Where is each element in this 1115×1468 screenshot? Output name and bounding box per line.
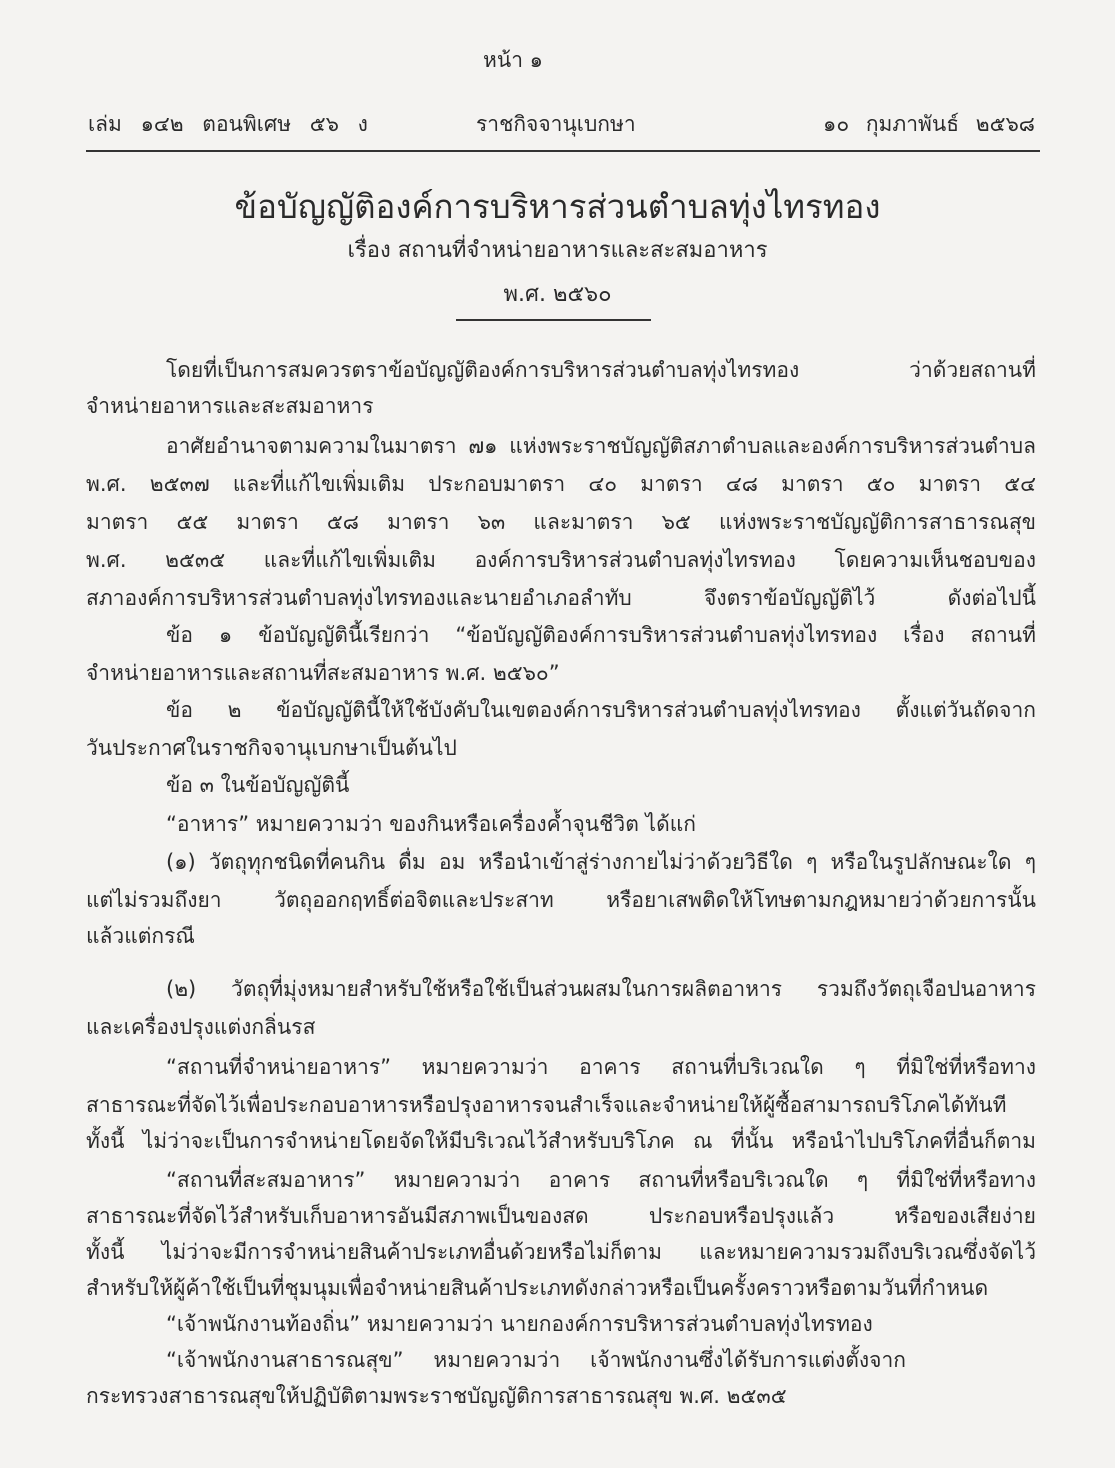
body-line: “สถานที่จำหน่ายอาหาร” หมายความว่า อาคาร สถานที่บริเวณใด ๆ ที่มิใช่ที่หรือทาง [166, 1055, 1036, 1079]
body-line: สภาองค์การบริหารส่วนตำบลทุ่งไทรทองและนายอำเภอลำทับ จึงตราข้อบัญญัติไว้ ดังต่อไปนี้ [86, 586, 1036, 610]
body-line: ข้อ ๓ ในข้อบัญญัตินี้ [166, 773, 350, 797]
document-subject: เรื่อง สถานที่จำหน่ายอาหารและสะสมอาหาร [347, 238, 768, 263]
body-line: กระทรวงสาธารณสุขให้ปฏิบัติตามพระราชบัญญัติการสาธารณสุข พ.ศ. ๒๕๓๕ [86, 1384, 787, 1408]
body-line: และเครื่องปรุงแต่งกลิ่นรส [86, 1015, 316, 1039]
body-line: พ.ศ. ๒๕๓๗ และที่แก้ไขเพิ่มเติม ประกอบมาตรา ๔๐ มาตรา ๔๘ มาตรา ๕๐ มาตรา ๕๔ [86, 472, 1036, 496]
body-line: ข้อ ๑ ข้อบัญญัตินี้เรียกว่า “ข้อบัญญัติองค์การบริหารส่วนตำบลทุ่งไทรทอง เรื่อง สถานที่ [166, 623, 1036, 647]
body-line: สาธารณะที่จัดไว้สำหรับเก็บอาหารอันมีสภาพเป็นของสด ประกอบหรือปรุงแล้ว หรือของเสียง่าย [86, 1204, 1036, 1228]
body-line: ทั้งนี้ ไม่ว่าจะมีการจำหน่ายสินค้าประเภทอื่นด้วยหรือไม่ก็ตาม และหมายความรวมถึงบริเวณซึ่งจัดไว้ [86, 1240, 1036, 1264]
body-line: มาตรา ๕๕ มาตรา ๕๘ มาตรา ๖๓ และมาตรา ๖๕ แห่งพระราชบัญญัติการสาธารณสุข [86, 510, 1036, 534]
body-line: สาธารณะที่จัดไว้เพื่อประกอบอาหารหรือปรุงอาหารจนสำเร็จและจำหน่ายให้ผู้ซื้อสามารถบริโภคได้ทันที [86, 1093, 1007, 1117]
publication-name: ราชกิจจานุเบกษา [476, 112, 636, 136]
body-line: “อาหาร” หมายความว่า ของกินหรือเครื่องค้ำจุนชีวิต ได้แก่ [166, 812, 696, 836]
body-line: ทั้งนี้ ไม่ว่าจะเป็นการจำหน่ายโดยจัดให้มีบริเวณไว้สำหรับบริโภค ณ ที่นั้น หรือนำไปบริโภคที่อื่นก็ตาม [86, 1129, 1036, 1153]
header-rule [86, 150, 1040, 152]
body-line: “เจ้าพนักงานท้องถิ่น” หมายความว่า นายกองค์การบริหารส่วนตำบลทุ่งไทรทอง [166, 1312, 873, 1336]
title-rule [456, 319, 651, 321]
publication-date: ๑๐ กุมภาพันธ์ ๒๕๖๘ [823, 112, 1035, 136]
body-line: จำหน่ายอาหารและสะสมอาหาร [86, 394, 374, 418]
body-line: (๒) วัตถุที่มุ่งหมายสำหรับใช้หรือใช้เป็นส่วนผสมในการผลิตอาหาร รวมถึงวัตถุเจือปนอาหาร [166, 977, 1036, 1001]
body-line: “สถานที่สะสมอาหาร” หมายความว่า อาคาร สถานที่หรือบริเวณใด ๆ ที่มิใช่ที่หรือทาง [166, 1168, 1036, 1192]
page-number: หน้า ๑ [483, 48, 543, 72]
body-line: แต่ไม่รวมถึงยา วัตถุออกฤทธิ์ต่อจิตและประสาท หรือยาเสพติดให้โทษตามกฎหมายว่าด้วยการนั้น [86, 888, 1036, 912]
volume-info: เล่ม ๑๔๒ ตอนพิเศษ ๕๖ ง [88, 112, 368, 136]
body-line: โดยที่เป็นการสมควรตราข้อบัญญัติองค์การบริหารส่วนตำบลทุ่งไทรทอง ว่าด้วยสถานที่ [166, 358, 1036, 382]
body-line: (๑) วัตถุทุกชนิดที่คนกิน ดื่ม อม หรือนำเข้าสู่ร่างกายไม่ว่าด้วยวิธีใด ๆ หรือในรูปลักษณะใด ๆ [166, 850, 1036, 874]
body-line: “เจ้าพนักงานสาธารณสุข” หมายความว่า เจ้าพนักงานซึ่งได้รับการแต่งตั้งจาก [166, 1348, 906, 1372]
document-title: ข้อบัญญัติองค์การบริหารส่วนตำบลทุ่งไทรทอง [234, 187, 881, 226]
body-line: อาศัยอำนาจตามความในมาตรา ๗๑ แห่งพระราชบัญญัติสภาตำบลและองค์การบริหารส่วนตำบล [166, 434, 1036, 458]
body-line: ข้อ ๒ ข้อบัญญัตินี้ให้ใช้บังคับในเขตองค์การบริหารส่วนตำบลทุ่งไทรทอง ตั้งแต่วันถัดจาก [166, 698, 1036, 722]
document-year: พ.ศ. ๒๕๖๐ [503, 282, 612, 307]
body-line: จำหน่ายอาหารและสถานที่สะสมอาหาร พ.ศ. ๒๕๖๐” [86, 661, 560, 685]
body-line: สำหรับให้ผู้ค้าใช้เป็นที่ชุมนุมเพื่อจำหน่ายสินค้าประเภทดังกล่าวหรือเป็นครั้งคราวหรือตามวันที่กำหนด [86, 1276, 989, 1300]
body-line: วันประกาศในราชกิจจานุเบกษาเป็นต้นไป [86, 736, 457, 760]
body-line: พ.ศ. ๒๕๓๕ และที่แก้ไขเพิ่มเติม องค์การบริหารส่วนตำบลทุ่งไทรทอง โดยความเห็นชอบของ [86, 548, 1036, 572]
body-line: แล้วแต่กรณี [86, 924, 195, 948]
